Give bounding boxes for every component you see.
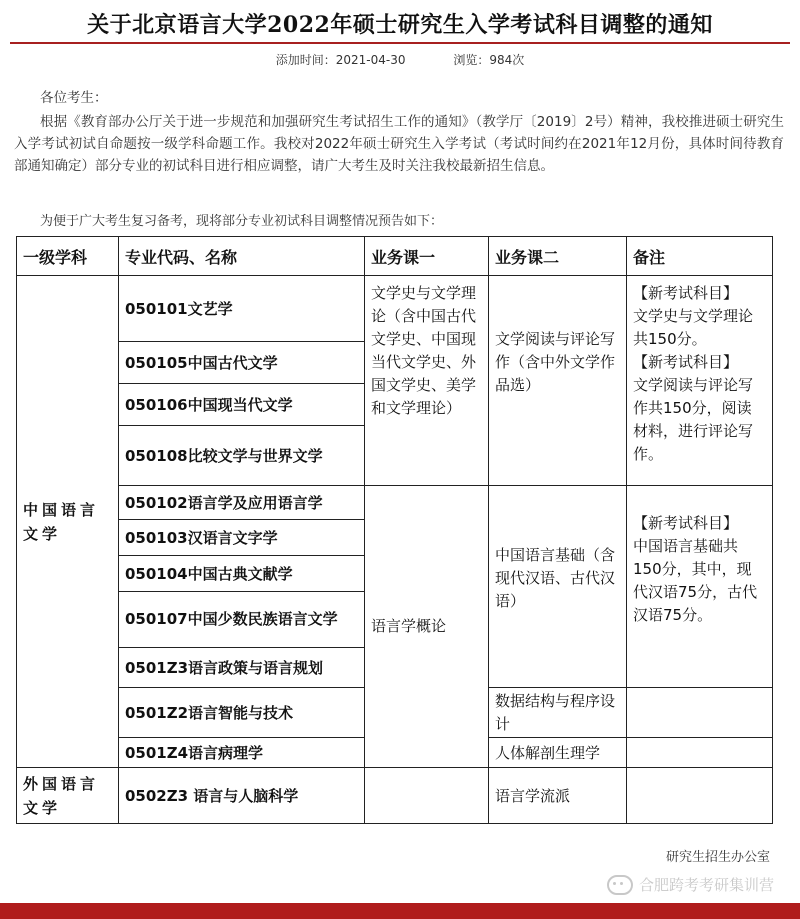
note-text: 文学史与文学理论共150分。 xyxy=(633,307,754,348)
intro-paragraph: 根据《教育部办公厅关于进一步规范和加强研究生考试招生工作的通知》（教学厅〔2019〕2号）精神，我校推进硕士研究生入学考试初试自命题按一级学科命题工作。我校对2022年硕士研究生入学考试（考试时间约在2021年12月份，具体时间待教育部通知确定）部分专业的初试科目进行相应调整，请广大考生及时关注我校最新招生信息。 xyxy=(14,114,784,174)
major-cell: 050108比较文学与世界文学 xyxy=(119,426,365,486)
course1-linguistics: 语言学概论 xyxy=(365,486,489,768)
note-tag: 【新考试科目】 xyxy=(633,353,739,371)
major-cell: 0501Z3语言政策与语言规划 xyxy=(119,648,365,688)
discipline-foreign: 外国语言文学 xyxy=(17,768,119,824)
major-cell: 050107中国少数民族语言文学 xyxy=(119,592,365,648)
major-cell: 0501Z4语言病理学 xyxy=(119,738,365,768)
major-cell: 050103汉语言文字学 xyxy=(119,520,365,556)
greeting: 各位考生： xyxy=(40,90,108,106)
subjects-table xyxy=(16,236,773,824)
major-cell: 050105中国古代文学 xyxy=(119,342,365,384)
watermark-text: 合肥跨考考研集训营 xyxy=(638,876,774,894)
watermark xyxy=(607,874,774,895)
major-cell: 0502Z3 语言与人脑科学 xyxy=(119,768,365,824)
view-count: 浏览：984次 xyxy=(453,53,525,67)
preview-paragraph: 为便于广大考生复习备考，现将部分专业初试科目调整情况预告如下： xyxy=(40,214,444,229)
bottom-accent-bar xyxy=(0,903,800,919)
major-cell: 050106中国现当代文学 xyxy=(119,384,365,426)
note-text: 文学阅读与评论写作共150分，阅读材料，进行评论写作。 xyxy=(633,376,754,463)
note-tag: 【新考试科目】 xyxy=(633,514,739,532)
meta-line xyxy=(0,51,800,68)
major-cell: 050101文艺学 xyxy=(119,276,365,342)
issuing-office: 研究生招生办公室 xyxy=(665,850,770,865)
header-course-1: 业务课一 xyxy=(365,237,489,276)
table-row xyxy=(17,276,773,342)
header-major: 专业代码、名称 xyxy=(119,237,365,276)
course2-literature: 文学阅读与评论写作（含中外文学作品选） xyxy=(489,276,627,486)
course1-empty xyxy=(365,768,489,824)
course2-anatomy: 人体解剖生理学 xyxy=(489,738,627,768)
wechat-icon xyxy=(607,875,633,895)
course2-schools: 语言学流派 xyxy=(489,768,627,824)
note-empty xyxy=(627,738,773,768)
course1-literature: 文学史与文学理论（含中国古代文学史、中国现当代文学史、外国文学史、美学和文学理论） xyxy=(365,276,489,486)
header-course-2: 业务课二 xyxy=(489,237,627,276)
table-header-row xyxy=(17,237,773,276)
discipline-chinese: 中国语言文学 xyxy=(17,276,119,768)
course2-chinese-basics: 中国语言基础（含现代汉语、古代汉语） xyxy=(489,486,627,688)
major-cell: 0501Z2语言智能与技术 xyxy=(119,688,365,738)
note-literature xyxy=(627,276,773,486)
title-divider xyxy=(10,42,790,44)
header-note: 备注 xyxy=(627,237,773,276)
table-row xyxy=(17,768,773,824)
added-time: 添加时间：2021-04-30 xyxy=(275,53,406,67)
note-tag: 【新考试科目】 xyxy=(633,284,739,302)
major-cell: 050102语言学及应用语言学 xyxy=(119,486,365,520)
table-row xyxy=(17,486,773,520)
note-text: 中国语言基础共150分，其中，现代汉语75分，古代汉语75分。 xyxy=(633,537,758,624)
header-discipline: 一级学科 xyxy=(17,237,119,276)
note-linguistics xyxy=(627,486,773,688)
page-title: 关于北京语言大学2022年硕士研究生入学考试科目调整的通知 xyxy=(87,12,713,38)
course2-data-structures: 数据结构与程序设计 xyxy=(489,688,627,738)
note-empty xyxy=(627,768,773,824)
major-cell: 050104中国古典文献学 xyxy=(119,556,365,592)
note-empty xyxy=(627,688,773,738)
